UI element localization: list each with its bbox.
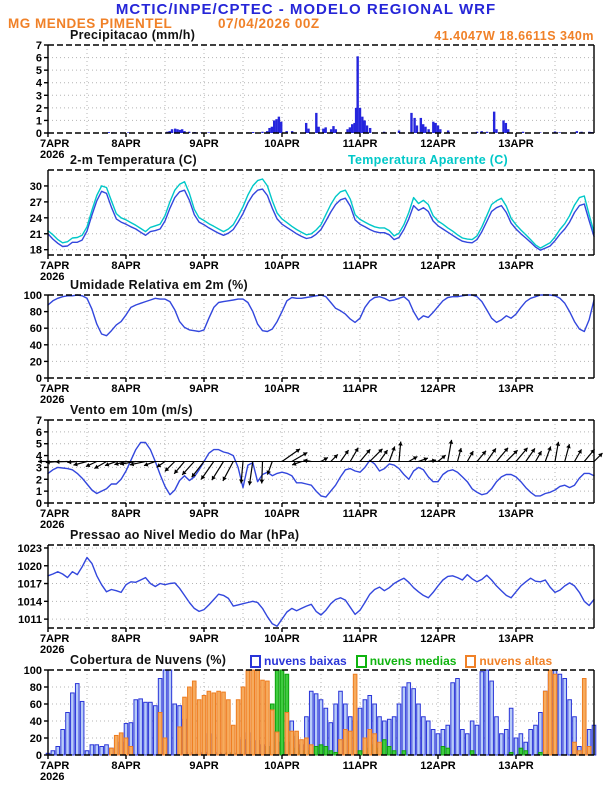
svg-text:1: 1: [35, 486, 42, 499]
svg-text:8APR: 8APR: [111, 260, 141, 272]
panel-title-cloud-cover: Cobertura de Nuvens (%): [70, 653, 227, 667]
svg-text:21: 21: [29, 228, 42, 241]
svg-text:12APR: 12APR: [420, 633, 456, 645]
svg-text:20: 20: [29, 356, 42, 369]
precip-plot: [36, 40, 594, 161]
svg-text:13APR: 13APR: [498, 260, 534, 272]
svg-text:11APR: 11APR: [342, 260, 378, 272]
panel-title-temperature: 2-m Temperatura (C): [70, 153, 198, 167]
svg-text:12APR: 12APR: [420, 260, 456, 272]
station-name: MG MENDES PIMENTEL: [8, 16, 173, 31]
svg-text:13APR: 13APR: [498, 760, 534, 772]
svg-text:24: 24: [29, 212, 42, 225]
svg-text:8APR: 8APR: [111, 508, 141, 520]
svg-text:0: 0: [35, 128, 42, 140]
svg-text:10APR: 10APR: [264, 138, 300, 150]
svg-text:10APR: 10APR: [264, 633, 300, 645]
svg-text:80: 80: [29, 306, 42, 319]
svg-text:7APR: 7APR: [40, 633, 70, 645]
svg-text:11APR: 11APR: [342, 383, 378, 395]
svg-text:13APR: 13APR: [498, 633, 534, 645]
umidade-plot: [24, 290, 594, 406]
svg-text:2026: 2026: [40, 271, 65, 283]
svg-text:7APR: 7APR: [40, 138, 70, 150]
svg-text:11APR: 11APR: [342, 508, 378, 520]
legend-apparent-temperature: Temperatura Aparente (C): [348, 153, 509, 167]
svg-text:13APR: 13APR: [498, 508, 534, 520]
svg-text:10APR: 10APR: [264, 508, 300, 520]
svg-text:100: 100: [23, 290, 42, 302]
svg-text:8APR: 8APR: [111, 633, 141, 645]
legend-mid-clouds-label: nuvens medias: [369, 654, 457, 668]
svg-text:60: 60: [29, 699, 42, 711]
svg-text:11APR: 11APR: [342, 633, 378, 645]
svg-text:0: 0: [35, 373, 42, 385]
svg-text:5: 5: [35, 65, 42, 78]
svg-text:8APR: 8APR: [111, 760, 141, 772]
svg-text:18: 18: [29, 244, 42, 257]
svg-text:27: 27: [29, 196, 42, 209]
svg-text:2026: 2026: [40, 519, 65, 531]
legend-high-clouds-label: nuvens altas: [479, 654, 553, 668]
svg-text:2026: 2026: [40, 149, 65, 161]
panel-title-pressure: Pressao ao Nivel Medio do Mar (hPa): [70, 528, 300, 542]
svg-text:7: 7: [35, 40, 42, 52]
svg-text:1014: 1014: [17, 596, 42, 609]
svg-text:1: 1: [35, 115, 42, 128]
svg-text:40: 40: [29, 716, 42, 728]
svg-text:2: 2: [35, 474, 42, 487]
svg-text:12APR: 12APR: [420, 383, 456, 395]
svg-text:9APR: 9APR: [189, 260, 219, 272]
temp-plot: [30, 170, 594, 283]
svg-text:100: 100: [23, 665, 42, 677]
svg-text:2: 2: [35, 102, 42, 115]
svg-text:6: 6: [35, 52, 42, 65]
run-datetime: 07/04/2026 00Z: [218, 16, 320, 31]
svg-text:9APR: 9APR: [189, 138, 219, 150]
svg-text:9APR: 9APR: [189, 633, 219, 645]
svg-text:1020: 1020: [17, 560, 42, 573]
svg-text:7APR: 7APR: [40, 383, 70, 395]
svg-text:2026: 2026: [40, 644, 65, 656]
svg-text:7APR: 7APR: [40, 260, 70, 272]
svg-text:9APR: 9APR: [189, 760, 219, 772]
svg-text:9APR: 9APR: [189, 383, 219, 395]
svg-text:12APR: 12APR: [420, 138, 456, 150]
svg-text:7APR: 7APR: [40, 508, 70, 520]
svg-text:80: 80: [29, 682, 42, 694]
svg-text:10APR: 10APR: [264, 260, 300, 272]
svg-text:20: 20: [29, 733, 42, 745]
legend-low-clouds-label: nuvens baixas: [264, 654, 347, 668]
svg-text:8APR: 8APR: [111, 138, 141, 150]
report-title: MCTIC/INPE/CPTEC - MODELO REGIONAL WRF: [115, 1, 497, 18]
svg-text:6: 6: [35, 426, 42, 439]
svg-text:13APR: 13APR: [498, 138, 534, 150]
panel-title-precipitation: Precipitacao (mm/h): [70, 28, 196, 42]
svg-text:9APR: 9APR: [189, 508, 219, 520]
svg-text:11APR: 11APR: [342, 760, 378, 772]
svg-text:4: 4: [35, 77, 42, 90]
svg-text:60: 60: [29, 323, 42, 336]
svg-text:10APR: 10APR: [264, 383, 300, 395]
svg-text:1011: 1011: [18, 614, 42, 627]
panel-title-wind: Vento em 10m (m/s): [70, 403, 193, 417]
svg-text:5: 5: [35, 438, 42, 451]
svg-text:8APR: 8APR: [111, 383, 141, 395]
svg-text:3: 3: [35, 90, 42, 103]
svg-text:11APR: 11APR: [342, 138, 378, 150]
svg-text:12APR: 12APR: [420, 760, 456, 772]
svg-text:10APR: 10APR: [264, 760, 300, 772]
svg-text:12APR: 12APR: [420, 508, 456, 520]
pressao-plot: [18, 543, 594, 656]
svg-text:30: 30: [29, 180, 42, 193]
vento-plot: [36, 415, 603, 531]
svg-text:7APR: 7APR: [40, 760, 70, 772]
svg-text:4: 4: [35, 450, 42, 463]
svg-text:0: 0: [35, 498, 42, 510]
svg-text:40: 40: [29, 339, 42, 352]
svg-text:1023: 1023: [17, 542, 42, 555]
svg-text:0: 0: [35, 750, 42, 762]
svg-text:7: 7: [35, 415, 42, 427]
svg-text:2026: 2026: [40, 771, 65, 783]
panel-title-humidity: Umidade Relativa em 2m (%): [70, 278, 248, 292]
nuvens-plot: [24, 665, 596, 783]
svg-text:2026: 2026: [40, 394, 65, 406]
svg-text:13APR: 13APR: [498, 383, 534, 395]
svg-text:3: 3: [35, 462, 42, 475]
station-coordinates: 41.4047W 18.6611S 340m: [434, 29, 594, 43]
svg-text:1017: 1017: [17, 578, 42, 591]
